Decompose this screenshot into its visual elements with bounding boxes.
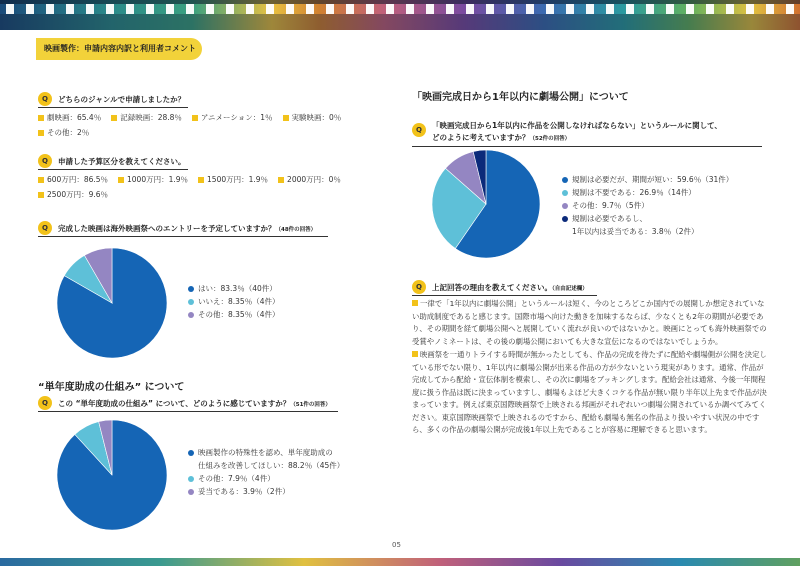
- bullet-square-icon: [412, 300, 418, 306]
- page-number: 05: [392, 541, 401, 549]
- question-underline: [412, 295, 597, 296]
- list-item: 2000万円：0％: [278, 172, 341, 187]
- question-badge: Q: [38, 154, 52, 168]
- legend-dot-icon: [562, 203, 568, 209]
- legend-item-continuation: 仕組みを改善してほしい：88.2％（45件）: [198, 461, 345, 470]
- bullet-square-icon: [278, 177, 284, 183]
- question-single-year: [38, 396, 331, 410]
- single-year-pie-chart: [57, 420, 167, 530]
- legend-item: その他：9.7％（5件）: [562, 199, 733, 212]
- reason-comments: [412, 298, 768, 438]
- bullet-square-icon: [38, 115, 44, 121]
- legend-item: 規制は必要だが、期間が短い：59.6％（31件）: [562, 173, 733, 186]
- film-strip-bottom: [0, 558, 800, 566]
- list-item: 1500万円：1.9％: [198, 172, 268, 187]
- legend-dot-icon: [188, 489, 194, 495]
- response-count: （51件の回答）: [290, 401, 331, 408]
- list-item: アニメーション：1％: [192, 110, 273, 125]
- festival-legend: [188, 282, 279, 321]
- question-line-1: 「映画完成日から1年以内に作品を公開しなければならない」というルールに関して、: [432, 121, 722, 130]
- legend-item: いいえ：8.35％（4件）: [188, 295, 279, 308]
- question-text-main: 上記回答の理由を教えてください。: [432, 282, 552, 292]
- legend-dot-icon: [188, 299, 194, 305]
- response-count: （48件の回答）: [275, 226, 317, 233]
- question-text-main: この “単年度助成の仕組み” について、どのように感じていますか？: [58, 398, 291, 408]
- bullet-square-icon: [38, 192, 44, 198]
- question-budget: [38, 154, 186, 168]
- question-underline: [412, 146, 762, 147]
- budget-list: [38, 172, 351, 202]
- bullet-square-icon: [412, 351, 418, 357]
- legend-item: 規制は必要であるし、: [562, 212, 733, 225]
- question-underline: [38, 236, 328, 237]
- free-text-label: （自由記述欄）: [552, 285, 588, 292]
- genre-list: [38, 110, 351, 140]
- legend-item: その他：8.35％（4件）: [188, 308, 279, 321]
- legend-item-continuation: 1年以内は妥当である：3.8％（2件）: [572, 227, 699, 236]
- film-strip-band: [0, 14, 800, 30]
- legend-dot-icon: [188, 312, 194, 318]
- bullet-square-icon: [118, 177, 124, 183]
- question-badge: Q: [412, 280, 426, 294]
- question-reason: [412, 280, 588, 294]
- question-festival: [38, 221, 316, 235]
- question-text: [432, 120, 722, 145]
- legend-dot-icon: [562, 177, 568, 183]
- question-release-rule: [412, 120, 722, 145]
- question-underline: [38, 169, 188, 170]
- question-underline: [38, 107, 188, 108]
- legend-item: その他：7.9％（4件）: [188, 472, 344, 485]
- section-title-single-year: “単年度助成の仕組み” について: [38, 382, 185, 393]
- legend-item: はい：83.3％（40件）: [188, 282, 279, 295]
- list-item: 2500万円：9.6％: [38, 187, 108, 202]
- bullet-square-icon: [38, 130, 44, 136]
- section-header-tag: 映画製作：申請内容内訳と利用者コメント: [36, 38, 202, 60]
- comment-paragraph: 映画祭を一通りトライする時間が無かったとしても、作品の完成を待たずに配給や劇場側が公開を決定している形でない限り、1年以内に劇場公開が出来る作品の方が少ないという現実があります。通常、作品が完成してから配給・宣伝体制を模索し、その次に劇場をブッキングします。配給会社は通常、今後一年間程度に扱う作品は既に決まっていますし、劇場もよほど大きくコケる作品が無い限り半年以上先まで作品が決まっています。例えば東京国際映画祭で上映される邦画がそれぞれいつ劇場公開されているか調べてみてください。東京国際映画祭で上映されるのですから、配給も劇場も無名の作品より扱いやすい状況の中ですら、多くの作品の劇場公開が完成後1年以上先であることが容易に理解できると思います。: [412, 350, 767, 434]
- festival-pie-chart: [57, 248, 167, 358]
- list-item: 600万円：86.5％: [38, 172, 108, 187]
- list-item: その他：2％: [38, 125, 89, 140]
- bullet-square-icon: [111, 115, 117, 121]
- question-line-2: どのように考えていますか？: [432, 133, 530, 142]
- response-count: （52件の回答）: [529, 136, 571, 142]
- film-strip-top: [0, 0, 800, 30]
- legend-item: 映画製作の特殊性を認め、単年度助成の: [188, 446, 344, 459]
- legend-dot-icon: [188, 450, 194, 456]
- legend-item: 規制は不要である：26.9％（14件）: [562, 186, 733, 199]
- question-text-main: 完成した映画は海外映画祭へのエントリーを予定していますか？: [58, 223, 276, 233]
- list-item: 実験映画：0％: [283, 110, 342, 125]
- bullet-square-icon: [38, 177, 44, 183]
- question-text: [432, 282, 588, 293]
- list-item: 記録映画：28.8％: [111, 110, 182, 125]
- list-item: 劇映画：65.4％: [38, 110, 101, 125]
- question-text: [58, 398, 331, 409]
- comment-paragraph: 一律で「1年以内に劇場公開」というルールは短く、今のところどこか国内での展開しか想定されていない助成制度であると感じます。国際市場へ向けた動きを加味するならば、少なくとも2年の期間が必要であり、その期間を経て劇場公開へと展開していく流れが良いのではないかと。映画にとっても海外映画祭での受賞やノミネートは、その後の劇場公開においても大きな宣伝になるのではないでしょうか。: [412, 299, 767, 346]
- legend-dot-icon: [188, 476, 194, 482]
- legend-dot-icon: [562, 190, 568, 196]
- legend-dot-icon: [562, 216, 568, 222]
- list-item: 1000万円：1.9％: [118, 172, 188, 187]
- bullet-square-icon: [198, 177, 204, 183]
- question-text: 申請した予算区分を教えてください。: [58, 156, 186, 166]
- bullet-square-icon: [283, 115, 289, 121]
- question-badge: Q: [38, 92, 52, 106]
- question-badge: Q: [412, 123, 426, 137]
- legend-dot-icon: [188, 286, 194, 292]
- bullet-square-icon: [192, 115, 198, 121]
- release-rule-legend: [562, 173, 733, 238]
- question-badge: Q: [38, 396, 52, 410]
- question-text: [58, 223, 316, 234]
- question-text: どちらのジャンルで申請しましたか？: [58, 94, 186, 104]
- question-genre: [38, 92, 185, 106]
- question-underline: [38, 411, 338, 412]
- question-badge: Q: [38, 221, 52, 235]
- legend-item: 妥当である：3.9％（2件）: [188, 485, 344, 498]
- film-sprocket-holes: [0, 4, 800, 14]
- section-title-release-rule: 「映画完成日から1年以内に劇場公開」について: [412, 92, 629, 103]
- single-year-legend: [188, 446, 344, 498]
- release-rule-pie-chart: [432, 150, 540, 258]
